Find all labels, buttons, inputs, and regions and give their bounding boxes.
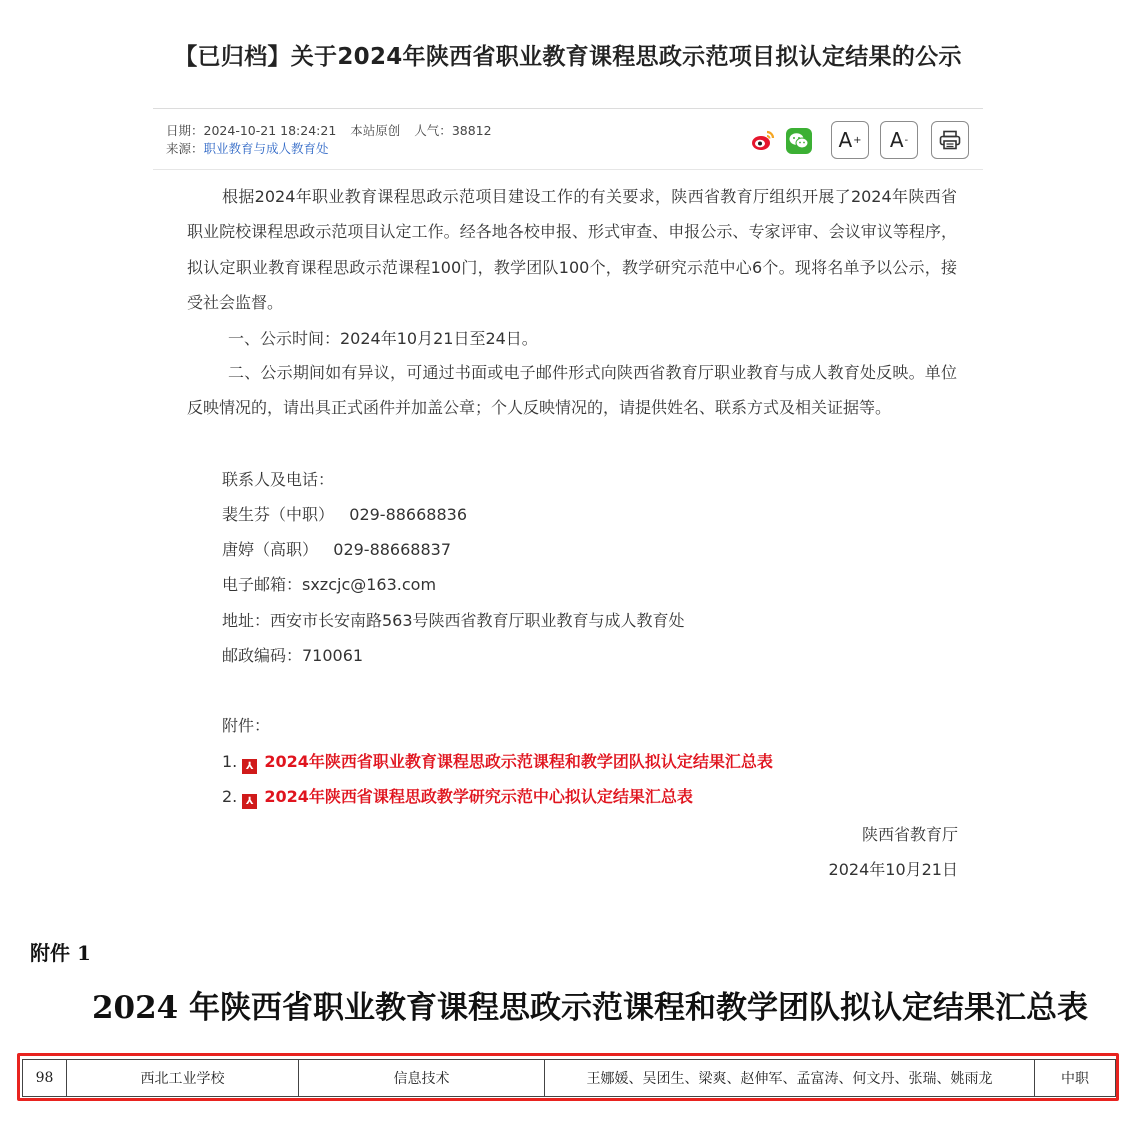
attachment-item-1: [222, 752, 773, 774]
article-title: 【已归档】关于2024年陕西省职业教育课程思政示范项目拟认定结果的公示: [174, 44, 962, 70]
cell-number: 98: [23, 1060, 67, 1096]
item-2: 二、公示期间如有异议，可通过书面或电子邮件形式向陕西省教育厅职业教育与成人教育处反映。单位反映情况的，请出具正式函件并加盖公章；个人反映情况的，请提供姓名、联系方式及相关证据等。: [187, 363, 957, 418]
font-increase-label: A: [838, 128, 853, 152]
font-decrease-sup: -: [904, 134, 909, 146]
attachment-link-2[interactable]: 2024年陕西省课程思政教学研究示范中心拟认定结果汇总表: [264, 787, 693, 806]
contact-2: 唐婷（高职） 029-88668837: [222, 540, 452, 559]
attachment-number: 1.: [222, 752, 238, 771]
cell-members: 王娜媛、吴团生、梁爽、赵伸军、孟富涛、何文丹、张瑞、姚雨龙: [545, 1060, 1035, 1096]
weibo-share-icon[interactable]: [750, 128, 776, 154]
cell-course: 信息技术: [299, 1060, 545, 1096]
highlight-box: [17, 1053, 1119, 1101]
contact-title: 联系人及电话：: [222, 470, 335, 489]
annex-label: 附件 1: [30, 941, 91, 965]
attachment-item-2: [222, 787, 693, 809]
font-decrease-label: A: [889, 128, 904, 152]
views-value: 38812: [451, 123, 492, 138]
date-label: 日期：: [166, 123, 204, 138]
font-increase-sup: +: [853, 134, 862, 146]
pdf-icon: ⅄: [242, 794, 257, 809]
font-decrease-button[interactable]: [880, 121, 918, 159]
meta-line-date: [166, 122, 492, 140]
contact-1: 裴生芬（中职） 029-88668836: [222, 505, 468, 524]
source-link[interactable]: 职业教育与成人教育处: [203, 141, 329, 156]
printer-icon: [939, 130, 961, 150]
original-tag: 本站原创: [350, 123, 401, 138]
print-button[interactable]: [931, 121, 969, 159]
signature-org: 陕西省教育厅: [861, 825, 958, 844]
attachment-number: 2.: [222, 787, 238, 806]
signature-date: 2024年10月21日: [828, 860, 958, 879]
attachments-label: 附件：: [222, 716, 271, 735]
intro-paragraph: 根据2024年职业教育课程思政示范项目建设工作的有关要求，陕西省教育厅组织开展了2024年陕西省职业院校课程思政示范项目认定工作。经各地各校申报、形式审查、申报公示、专家评审、会议审议等程序，拟认定职业教育课程思政示范课程100门，教学团队100个，教学研究示范中心6个。现将名单予以公示，接受社会监督。: [187, 187, 957, 312]
meta-divider-bottom: [153, 169, 983, 170]
annex-title: 2024 年陕西省职业教育课程思政示范课程和教学团队拟认定结果汇总表: [91, 990, 1089, 1026]
font-increase-button[interactable]: [831, 121, 869, 159]
date-value: 2024-10-21 18:24:21: [203, 123, 337, 138]
views-label: 人气：: [414, 123, 452, 138]
cell-level: 中职: [1061, 1071, 1089, 1087]
meta-divider-top: [153, 108, 983, 109]
contact-postcode: 邮政编码：710061: [222, 646, 364, 665]
wechat-share-icon[interactable]: [786, 128, 812, 154]
pdf-icon: ⅄: [242, 759, 257, 774]
contact-email: 电子邮箱：sxzcjc@163.com: [222, 575, 437, 594]
cell-school: 西北工业学校: [67, 1060, 299, 1096]
contact-address: 地址：西安市长安南路563号陕西省教育厅职业教育与成人教育处: [222, 611, 685, 630]
meta-line-source: [166, 140, 329, 158]
attachment-link-1[interactable]: 2024年陕西省职业教育课程思政示范课程和教学团队拟认定结果汇总表: [264, 752, 773, 771]
source-label: 来源：: [166, 141, 204, 156]
item-1: 一、公示时间：2024年10月21日至24日。: [228, 329, 538, 348]
